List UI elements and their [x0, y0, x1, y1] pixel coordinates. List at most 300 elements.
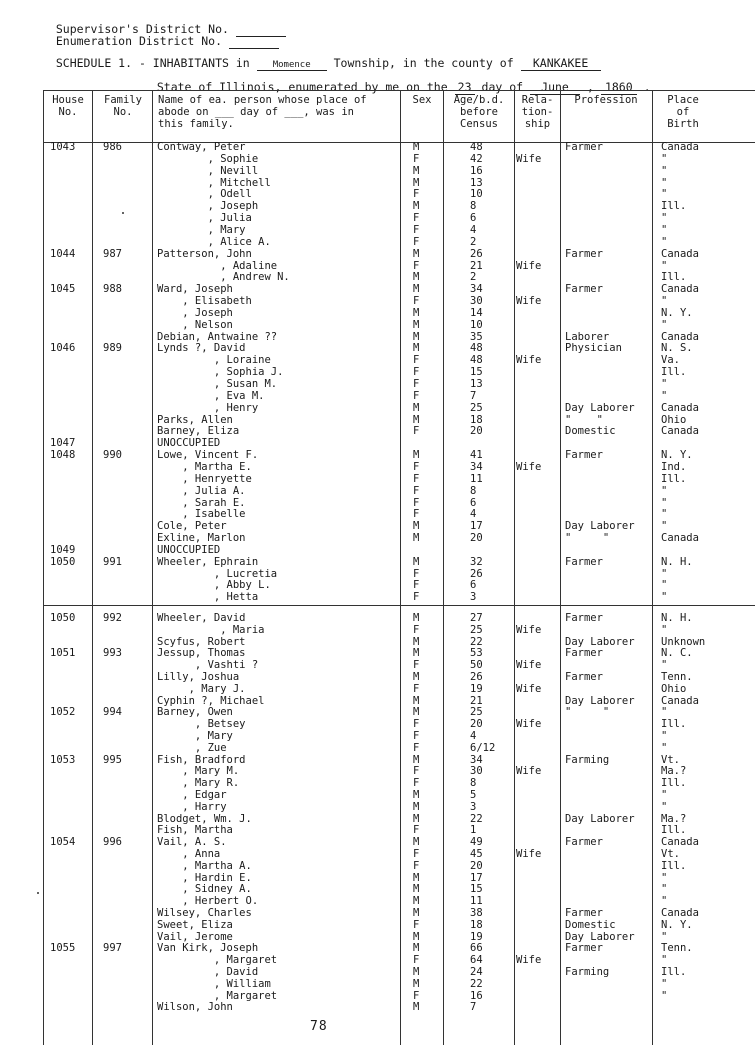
- cell-birthplace: ": [661, 895, 668, 908]
- cell-birthplace: Canada: [661, 532, 699, 545]
- table-row: [0, 718, 755, 730]
- cell-birthplace: Canada: [661, 247, 699, 260]
- cell-birthplace: ": [661, 706, 668, 719]
- cell-birthplace: ": [661, 871, 668, 884]
- cell-sex: M: [413, 532, 420, 545]
- cell-sex: F: [413, 718, 420, 731]
- cell-age: 48: [470, 141, 483, 153]
- cell-profession: Domestic: [565, 425, 616, 438]
- table-row: [0, 331, 755, 343]
- cell-age: 35: [470, 330, 483, 343]
- col-header-name: Name of ea. person whose place of abode on ___ day of ___, was in this family.: [158, 94, 367, 130]
- cell-family: 996: [103, 836, 122, 849]
- cell-birthplace: Canada: [661, 425, 699, 438]
- table-row: [0, 624, 755, 636]
- cell-birthplace: Ill.: [661, 777, 687, 790]
- table-row: [0, 449, 755, 461]
- table-row: [0, 485, 755, 497]
- cell-age: 22: [470, 635, 483, 648]
- cell-profession: Day Laborer: [565, 812, 635, 825]
- cell-age: 10: [470, 188, 483, 201]
- cell-name: Debian, Antwaine ??: [157, 330, 278, 343]
- table-row: [0, 695, 755, 707]
- cell-sex: F: [413, 223, 420, 236]
- cell-sex: M: [413, 706, 420, 719]
- cell-house: 1052: [50, 706, 76, 719]
- cell-sex: M: [413, 800, 420, 813]
- cell-name: , William: [157, 977, 271, 990]
- cell-age: 17: [470, 520, 483, 533]
- cell-birthplace: ": [661, 176, 668, 189]
- cell-house: 1047: [50, 437, 76, 450]
- cell-family: 991: [103, 555, 122, 568]
- cell-sex: F: [413, 741, 420, 754]
- cell-sex: M: [413, 449, 420, 462]
- supervisor-label: Supervisor's District No.: [55, 22, 229, 36]
- cell-age: 4: [470, 508, 477, 521]
- cell-age: 26: [470, 567, 483, 580]
- cell-house: 1043: [50, 141, 76, 153]
- cell-name: Sweet, Eliza: [157, 918, 233, 931]
- cell-name: , Mary M.: [157, 765, 240, 778]
- cell-age: 64: [470, 954, 483, 967]
- cell-sex: F: [413, 188, 420, 201]
- table-row: [0, 612, 755, 624]
- table-top-border: [43, 90, 755, 91]
- cell-birthplace: Unknown: [661, 635, 706, 648]
- cell-birthplace: ": [661, 378, 668, 390]
- table-row: [0, 402, 755, 414]
- table-row: [0, 636, 755, 648]
- table-row: [0, 990, 755, 1002]
- cell-house: 1054: [50, 836, 76, 849]
- cell-birthplace: ": [661, 741, 668, 754]
- cell-sex: F: [413, 682, 420, 695]
- cell-birthplace: N. H.: [661, 612, 693, 624]
- cell-age: 30: [470, 765, 483, 778]
- cell-birthplace: ": [661, 977, 668, 990]
- cell-house: 1044: [50, 247, 76, 260]
- table-row: [0, 188, 755, 200]
- cell-age: 53: [470, 647, 483, 660]
- cell-birthplace: Ohio: [661, 413, 687, 426]
- cell-sex: F: [413, 777, 420, 790]
- cell-sex: F: [413, 295, 420, 308]
- cell-profession: Farmer: [565, 907, 603, 919]
- cell-age: 2: [470, 271, 477, 284]
- cell-house: 1049: [50, 543, 76, 556]
- cell-sex: F: [413, 366, 420, 379]
- cell-name: , Betsey: [157, 718, 246, 731]
- cell-profession: Farming: [565, 966, 610, 978]
- cell-relationship: Wife: [516, 659, 542, 672]
- cell-age: 32: [470, 555, 483, 568]
- cell-name: , Lucretia: [157, 567, 278, 580]
- cell-sex: F: [413, 824, 420, 837]
- cell-birthplace: N. Y.: [661, 306, 693, 319]
- cell-name: , Nevill: [157, 164, 259, 177]
- cell-name: Fish, Martha: [157, 824, 233, 837]
- cell-birthplace: Canada: [661, 694, 699, 707]
- cell-sex: M: [413, 977, 420, 990]
- cell-sex: F: [413, 212, 420, 225]
- table-row: [0, 307, 755, 319]
- table-row: [0, 883, 755, 895]
- cell-age: 21: [470, 694, 483, 707]
- enumeration-label: Enumeration District No.: [55, 34, 223, 48]
- cell-birthplace: ": [661, 591, 668, 604]
- cell-age: 7: [470, 1001, 477, 1014]
- cell-birthplace: ": [661, 259, 668, 272]
- cell-relationship: Wife: [516, 354, 542, 367]
- cell-profession: Farmer: [565, 647, 603, 660]
- table-row: [0, 271, 755, 283]
- cell-birthplace: N. H.: [661, 555, 693, 568]
- cell-name: , Mary J.: [157, 682, 246, 695]
- cell-name: , Andrew N.: [157, 271, 290, 284]
- year-value: 1860: [601, 80, 637, 95]
- cell-age: 1: [470, 824, 477, 837]
- cell-age: 6: [470, 579, 477, 592]
- cell-profession: Farmer: [565, 555, 603, 568]
- cell-sex: M: [413, 318, 420, 331]
- table-row: [0, 907, 755, 919]
- cell-name: , Loraine: [157, 354, 271, 367]
- cell-relationship: Wife: [516, 295, 542, 308]
- cell-relationship: Wife: [516, 460, 542, 473]
- table-row: [0, 801, 755, 813]
- cell-family: 993: [103, 647, 122, 660]
- cell-house: 1046: [50, 342, 76, 355]
- table-row: [0, 568, 755, 580]
- cell-sex: M: [413, 330, 420, 343]
- stray-mark-2: [37, 892, 39, 894]
- table-row: [0, 966, 755, 978]
- table-row: [0, 544, 755, 556]
- cell-name: , Julia A.: [157, 484, 246, 497]
- cell-sex: M: [413, 930, 420, 943]
- table-row: [0, 473, 755, 485]
- table-row: [0, 200, 755, 212]
- cell-name: , Joseph: [157, 200, 259, 213]
- cell-age: 38: [470, 907, 483, 919]
- cell-name: , Margaret: [157, 989, 278, 1002]
- cell-sex: F: [413, 378, 420, 390]
- table-row: [0, 177, 755, 189]
- cell-name: Barney, Eliza: [157, 425, 240, 438]
- cell-age: 15: [470, 883, 483, 896]
- cell-birthplace: ": [661, 188, 668, 201]
- cell-name: , Herbert O.: [157, 895, 259, 908]
- cell-sex: F: [413, 484, 420, 497]
- cell-name: , Harry: [157, 800, 227, 813]
- table-row: [0, 497, 755, 509]
- cell-birthplace: ": [661, 989, 668, 1002]
- cell-name: , Martha E.: [157, 460, 252, 473]
- table-row: [0, 425, 755, 437]
- cell-sex: F: [413, 591, 420, 604]
- cell-name: Lilly, Joshua: [157, 671, 240, 683]
- table-row: [0, 224, 755, 236]
- table-row: [0, 813, 755, 825]
- cell-profession: Farmer: [565, 942, 603, 955]
- cell-name: , Joseph: [157, 306, 233, 319]
- cell-birthplace: Ma.?: [661, 765, 687, 778]
- cell-birthplace: ": [661, 579, 668, 592]
- cell-birthplace: Ill.: [661, 200, 687, 213]
- cell-age: 6: [470, 212, 477, 225]
- cell-age: 34: [470, 753, 483, 766]
- cell-sex: M: [413, 671, 420, 683]
- cell-birthplace: ": [661, 730, 668, 742]
- table-row: [0, 141, 755, 153]
- cell-age: 19: [470, 682, 483, 695]
- table-row: [0, 671, 755, 683]
- cell-name: Vail, A. S.: [157, 836, 227, 849]
- cell-name: Contway, Peter: [157, 141, 246, 153]
- col-header-sex: Sex: [412, 94, 432, 106]
- cell-name: , Henry: [157, 401, 259, 414]
- cell-sex: F: [413, 235, 420, 248]
- cell-profession: Farmer: [565, 836, 603, 849]
- table-row: [0, 437, 755, 449]
- cell-sex: M: [413, 812, 420, 825]
- cell-sex: M: [413, 555, 420, 568]
- cell-sex: M: [413, 836, 420, 849]
- cell-name: , Hetta: [157, 591, 259, 604]
- cell-family: 992: [103, 612, 122, 624]
- table-row: [0, 919, 755, 931]
- day-label: day of: [481, 80, 524, 94]
- table-row: [0, 765, 755, 777]
- cell-birthplace: Ind.: [661, 460, 687, 473]
- cell-birthplace: Tenn.: [661, 671, 693, 683]
- cell-name: , Edgar: [157, 789, 227, 801]
- table-row: [0, 260, 755, 272]
- cell-age: 34: [470, 460, 483, 473]
- table-row: [0, 860, 755, 872]
- table-row: [0, 978, 755, 990]
- table-row: [0, 248, 755, 260]
- cell-age: 20: [470, 532, 483, 545]
- cell-name: , Julia: [157, 212, 252, 225]
- cell-sex: M: [413, 907, 420, 919]
- cell-sex: M: [413, 612, 420, 624]
- cell-birthplace: ": [661, 318, 668, 331]
- cell-profession: Day Laborer: [565, 401, 635, 414]
- county-value: KANKAKEE: [521, 56, 601, 71]
- table-row: [0, 789, 755, 801]
- cell-birthplace: ": [661, 496, 668, 509]
- cell-sex: F: [413, 579, 420, 592]
- cell-name: , Mary R.: [157, 777, 240, 790]
- table-row: [0, 366, 755, 378]
- cell-sex: F: [413, 508, 420, 521]
- table-row: [0, 895, 755, 907]
- cell-sex: M: [413, 176, 420, 189]
- cell-age: 22: [470, 812, 483, 825]
- cell-relationship: Wife: [516, 718, 542, 731]
- cell-name: Wheeler, David: [157, 612, 246, 624]
- cell-birthplace: Canada: [661, 836, 699, 849]
- table-row: [0, 165, 755, 177]
- table-row: [0, 659, 755, 671]
- cell-age: 8: [470, 484, 477, 497]
- cell-name: Exline, Marlon: [157, 532, 246, 545]
- cell-name: Jessup, Thomas: [157, 647, 246, 660]
- cell-profession: " ": [565, 413, 603, 426]
- cell-sex: F: [413, 989, 420, 1002]
- cell-age: 16: [470, 164, 483, 177]
- cell-birthplace: Canada: [661, 141, 699, 153]
- cell-name: , Sidney A.: [157, 883, 252, 896]
- cell-age: 20: [470, 425, 483, 438]
- cell-birthplace: Ill.: [661, 718, 687, 731]
- cell-birthplace: Vt.: [661, 753, 680, 766]
- cell-age: 27: [470, 612, 483, 624]
- table-row: [0, 520, 755, 532]
- cell-name: , David: [157, 966, 259, 978]
- cell-family: 989: [103, 342, 122, 355]
- cell-name: Cole, Peter: [157, 520, 227, 533]
- state-line: State of Illinois, enumerated by me on the 23 day of June , 1860 .: [156, 80, 651, 94]
- cell-name: Parks, Allen: [157, 413, 233, 426]
- cell-birthplace: ": [661, 508, 668, 521]
- cell-birthplace: Ill.: [661, 366, 687, 379]
- cell-age: 48: [470, 354, 483, 367]
- cell-family: 988: [103, 283, 122, 296]
- cell-age: 21: [470, 259, 483, 272]
- cell-age: 22: [470, 977, 483, 990]
- cell-age: 14: [470, 306, 483, 319]
- col-header-age: Age/b.d. before Census: [453, 94, 505, 130]
- cell-profession: Farmer: [565, 671, 603, 683]
- cell-birthplace: Ill.: [661, 271, 687, 284]
- cell-sex: M: [413, 342, 420, 355]
- cell-name: , Susan M.: [157, 378, 278, 390]
- cell-birthplace: Va.: [661, 354, 680, 367]
- cell-sex: F: [413, 389, 420, 402]
- cell-age: 18: [470, 413, 483, 426]
- table-row: [0, 706, 755, 718]
- cell-name: , Odell: [157, 188, 252, 201]
- cell-name: , Hardin E.: [157, 871, 252, 884]
- table-row: [0, 872, 755, 884]
- cell-birthplace: ": [661, 883, 668, 896]
- cell-profession: Farming: [565, 753, 610, 766]
- cell-sex: F: [413, 659, 420, 672]
- cell-birthplace: Canada: [661, 330, 699, 343]
- cell-age: 25: [470, 623, 483, 636]
- cell-age: 20: [470, 718, 483, 731]
- cell-birthplace: Vt.: [661, 848, 680, 860]
- cell-profession: Day Laborer: [565, 930, 635, 943]
- table-row: [0, 836, 755, 848]
- cell-sex: M: [413, 520, 420, 533]
- table-row: [0, 647, 755, 659]
- cell-name: , Alice A.: [157, 235, 271, 248]
- cell-sex: F: [413, 765, 420, 778]
- table-row: [0, 354, 755, 366]
- cell-sex: F: [413, 472, 420, 485]
- cell-sex: F: [413, 460, 420, 473]
- cell-age: 25: [470, 401, 483, 414]
- cell-family: 987: [103, 247, 122, 260]
- cell-relationship: Wife: [516, 954, 542, 967]
- cell-birthplace: ": [661, 223, 668, 236]
- cell-sex: F: [413, 848, 420, 860]
- table-row: [0, 461, 755, 473]
- section-divider: [43, 605, 755, 606]
- table-row: [0, 683, 755, 695]
- cell-sex: F: [413, 859, 420, 872]
- cell-name: , Zue: [157, 741, 227, 754]
- cell-name: , Maria: [157, 623, 265, 636]
- cell-age: 30: [470, 295, 483, 308]
- cell-name: , Martha A.: [157, 859, 252, 872]
- cell-birthplace: ": [661, 789, 668, 801]
- cell-birthplace: Canada: [661, 401, 699, 414]
- cell-birthplace: Ill.: [661, 966, 687, 978]
- cell-birthplace: ": [661, 164, 668, 177]
- table-row: [0, 153, 755, 165]
- cell-birthplace: N. Y.: [661, 449, 693, 462]
- cell-birthplace: ": [661, 800, 668, 813]
- cell-name: , Eva M.: [157, 389, 265, 402]
- table-row: [0, 390, 755, 402]
- cell-name: Wilsey, Charles: [157, 907, 252, 919]
- cell-family: 995: [103, 753, 122, 766]
- cell-birthplace: Ill.: [661, 859, 687, 872]
- cell-birthplace: ": [661, 212, 668, 225]
- cell-sex: M: [413, 306, 420, 319]
- cell-house: 1051: [50, 647, 76, 660]
- cell-age: 26: [470, 671, 483, 683]
- cell-age: 7: [470, 389, 477, 402]
- table-row: [0, 742, 755, 754]
- cell-sex: M: [413, 942, 420, 955]
- cell-sex: F: [413, 954, 420, 967]
- table-row: [0, 342, 755, 354]
- cell-sex: M: [413, 883, 420, 896]
- cell-sex: F: [413, 567, 420, 580]
- cell-name: , Isabelle: [157, 508, 246, 521]
- cell-name: , Mary: [157, 223, 246, 236]
- cell-name: Fish, Bradford: [157, 753, 246, 766]
- cell-name: Ward, Joseph: [157, 283, 233, 296]
- cell-age: 3: [470, 800, 477, 813]
- col-header-house: House No.: [52, 94, 84, 118]
- schedule-prefix: SCHEDULE 1. - INHABITANTS in: [55, 56, 250, 70]
- cell-profession: Farmer: [565, 612, 603, 624]
- cell-birthplace: ": [661, 484, 668, 497]
- cell-birthplace: Canada: [661, 283, 699, 296]
- cell-age: 24: [470, 966, 483, 978]
- table-row: [0, 212, 755, 224]
- cell-sex: M: [413, 200, 420, 213]
- cell-name: , Henryette: [157, 472, 252, 485]
- cell-birthplace: Canada: [661, 907, 699, 919]
- table-row: [0, 777, 755, 789]
- table-row: [0, 532, 755, 544]
- cell-name: , Mitchell: [157, 176, 271, 189]
- cell-profession: Farmer: [565, 449, 603, 462]
- cell-sex: M: [413, 789, 420, 801]
- cell-age: 3: [470, 591, 477, 604]
- cell-sex: M: [413, 966, 420, 978]
- cell-age: 8: [470, 777, 477, 790]
- cell-profession: Domestic: [565, 918, 616, 931]
